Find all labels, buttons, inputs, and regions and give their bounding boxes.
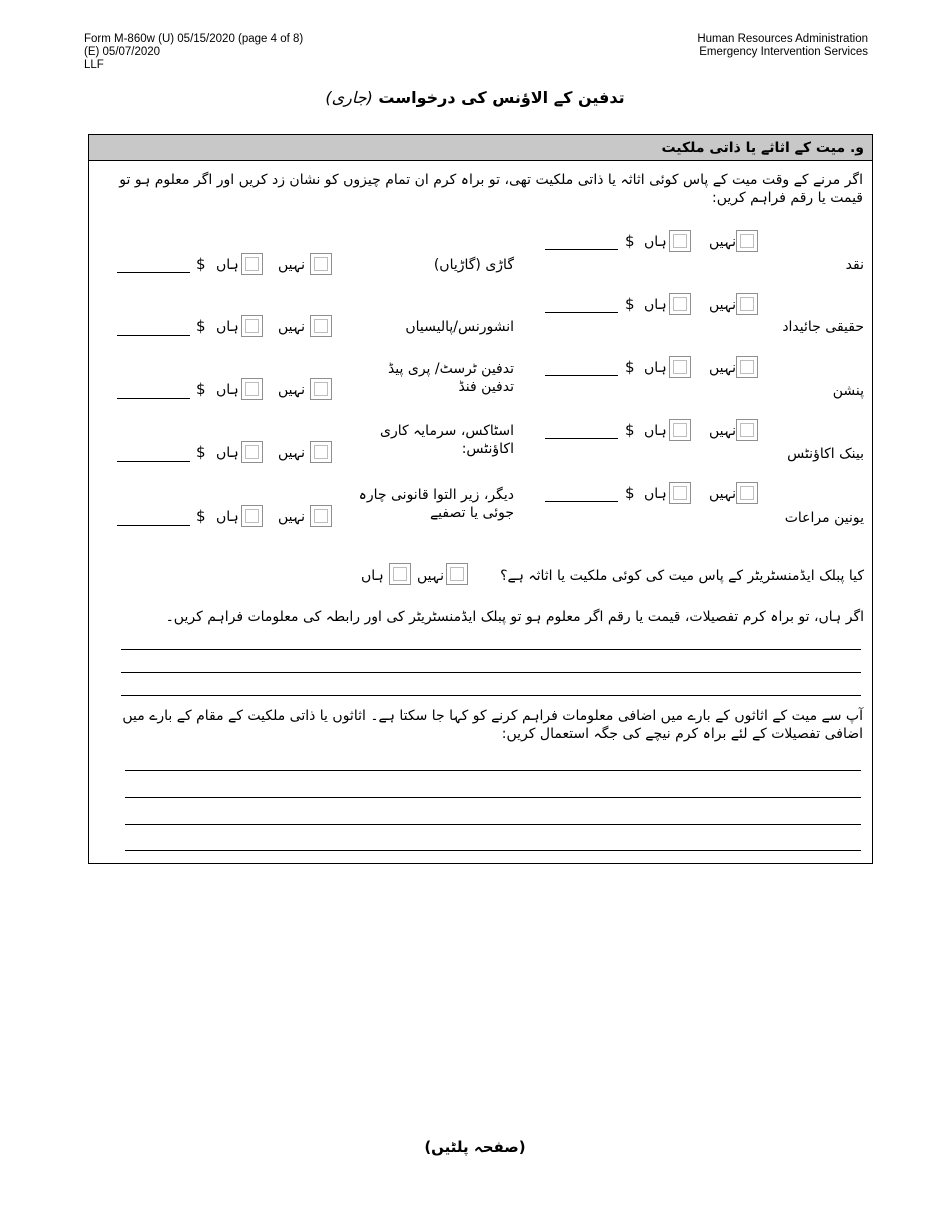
label-real-estate: حقیقی جائیداد <box>782 319 864 335</box>
real-estate-amount-line[interactable] <box>545 312 618 313</box>
public-admin-question: کیا پبلک ایڈمنسٹریٹر کے پاس میت کی کوئی ملکیت یا اثاثہ ہے؟ <box>500 568 864 584</box>
real-estate-dollar: $ <box>625 295 635 313</box>
union-benefits-no-checkbox[interactable] <box>736 482 758 504</box>
section-heading: و. میت کے اثاثے یا ذاتی ملکیت <box>89 135 872 161</box>
public-admin-no-label: نہیں <box>417 568 444 584</box>
title-main: تدفین کے الاؤنس کی درخواست <box>378 88 625 107</box>
turn-page-note: (صفحہ پلٹیں) <box>424 1138 526 1156</box>
insurance-dollar: $ <box>196 317 206 335</box>
pension-no-checkbox[interactable] <box>736 356 758 378</box>
additional-line-2[interactable] <box>125 797 861 798</box>
cash-yes-label: ہاں <box>644 234 667 250</box>
label-other-litigation: دیگر، زیر التوا قانونی چارہ جوئی یا تصفیے <box>358 487 514 521</box>
label-insurance: انشورنس/پالیسیاں <box>405 319 514 335</box>
public-admin-yes-checkbox[interactable] <box>389 563 411 585</box>
form-id-block <box>84 33 303 72</box>
union-benefits-yes-checkbox[interactable] <box>669 482 691 504</box>
pension-amount-line[interactable] <box>545 375 618 376</box>
pension-yes-checkbox[interactable] <box>669 356 691 378</box>
union-benefits-amount-line[interactable] <box>545 501 618 502</box>
public-admin-no-checkbox[interactable] <box>446 563 468 585</box>
form-date-line: (E) 05/07/2020 <box>84 46 161 58</box>
public-admin-details-prompt: اگر ہاں، تو براہ کرم تفصیلات، قیمت یا رقم اگر معلوم ہو تو پبلک ایڈمنسٹریٹر کی اور رابطہ کی معلومات فراہم کریں۔ <box>165 609 864 625</box>
cash-dollar: $ <box>625 232 635 250</box>
pension-no-label: نہیں <box>709 360 736 376</box>
cash-yes-checkbox[interactable] <box>669 230 691 252</box>
insurance-yes-checkbox[interactable] <box>241 315 263 337</box>
other-litigation-amount-line[interactable] <box>117 525 190 526</box>
stocks-yes-label: ہاں <box>216 445 239 461</box>
section-intro: اگر مرنے کے وقت میت کے پاس کوئی اثاثہ یا ذاتی ملکیت تھی، تو براہ کرم ان تمام چیزوں کو نشان زد کریں اور اگر معلوم ہو تو قیمت یا رقم فراہم کریں: <box>119 172 863 206</box>
stocks-amount-line[interactable] <box>117 461 190 462</box>
label-bank-accounts: بینک اکاؤنٹس <box>787 446 864 462</box>
bank-accounts-amount-line[interactable] <box>545 438 618 439</box>
vehicles-amount-line[interactable] <box>117 272 190 273</box>
stocks-no-label: نہیں <box>278 445 305 461</box>
agency-division: Emergency Intervention Services <box>699 46 868 58</box>
agency-block <box>697 33 868 59</box>
union-benefits-yes-label: ہاں <box>644 486 667 502</box>
vehicles-dollar: $ <box>196 255 206 273</box>
burial-trust-amount-line[interactable] <box>117 398 190 399</box>
label-burial-trust: تدفین ٹرسٹ/ پری پیڈ تدفین فنڈ <box>387 361 514 395</box>
pension-dollar: $ <box>625 358 635 376</box>
bank-accounts-no-checkbox[interactable] <box>736 419 758 441</box>
label-stocks: اسٹاکس، سرمایہ کاری اکاؤنٹس: <box>379 423 514 457</box>
label-cash: نقد <box>845 257 864 273</box>
title-continued: (جاری) <box>325 88 373 107</box>
cash-no-checkbox[interactable] <box>736 230 758 252</box>
page-title <box>0 88 950 107</box>
additional-info-prompt: آپ سے میت کے اثاثوں کے بارے میں اضافی معلومات فراہم کرنے کو کہا جا سکتا ہے۔ اثاثوں یا ذاتی ملکیت کے مقام کے بارے میں اضافی تفصیلات کے لئے براہ کرم نیچے کی جگہ استعمال کریں: <box>122 708 863 742</box>
other-litigation-no-checkbox[interactable] <box>310 505 332 527</box>
insurance-no-label: نہیں <box>278 319 305 335</box>
stocks-no-checkbox[interactable] <box>310 441 332 463</box>
burial-trust-yes-label: ہاں <box>216 382 239 398</box>
other-litigation-yes-checkbox[interactable] <box>241 505 263 527</box>
union-benefits-no-label: نہیں <box>709 486 736 502</box>
real-estate-yes-label: ہاں <box>644 297 667 313</box>
real-estate-yes-checkbox[interactable] <box>669 293 691 315</box>
stocks-yes-checkbox[interactable] <box>241 441 263 463</box>
stocks-dollar: $ <box>196 443 206 461</box>
pension-yes-label: ہاں <box>644 360 667 376</box>
cash-no-label: نہیں <box>709 234 736 250</box>
label-union-benefits: یونین مراعات <box>784 510 864 526</box>
real-estate-no-checkbox[interactable] <box>736 293 758 315</box>
union-benefits-dollar: $ <box>625 484 635 502</box>
vehicles-yes-checkbox[interactable] <box>241 253 263 275</box>
details-line-1[interactable] <box>121 649 861 650</box>
details-line-2[interactable] <box>121 672 861 673</box>
label-vehicles: گاڑی (گاڑیاں) <box>433 257 514 273</box>
other-litigation-yes-label: ہاں <box>216 509 239 525</box>
other-litigation-dollar: $ <box>196 507 206 525</box>
agency-name: Human Resources Administration <box>697 33 868 45</box>
burial-trust-no-label: نہیں <box>278 382 305 398</box>
details-line-3[interactable] <box>121 695 861 696</box>
assets-section <box>88 134 873 864</box>
bank-accounts-no-label: نہیں <box>709 423 736 439</box>
other-litigation-no-label: نہیں <box>278 509 305 525</box>
bank-accounts-yes-checkbox[interactable] <box>669 419 691 441</box>
form-id-line: Form M-860w (U) 05/15/2020 (page 4 of 8) <box>84 33 304 45</box>
burial-trust-dollar: $ <box>196 380 206 398</box>
vehicles-no-label: نہیں <box>278 257 305 273</box>
form-code-line: LLF <box>84 59 104 71</box>
additional-line-1[interactable] <box>125 770 861 771</box>
vehicles-no-checkbox[interactable] <box>310 253 332 275</box>
additional-line-4[interactable] <box>125 850 861 851</box>
public-admin-yes-label: ہاں <box>361 568 384 584</box>
label-pension: پنشن <box>832 383 864 399</box>
additional-line-3[interactable] <box>125 824 861 825</box>
vehicles-yes-label: ہاں <box>216 257 239 273</box>
bank-accounts-yes-label: ہاں <box>644 423 667 439</box>
bank-accounts-dollar: $ <box>625 421 635 439</box>
burial-trust-no-checkbox[interactable] <box>310 378 332 400</box>
insurance-no-checkbox[interactable] <box>310 315 332 337</box>
real-estate-no-label: نہیں <box>709 297 736 313</box>
burial-trust-yes-checkbox[interactable] <box>241 378 263 400</box>
insurance-yes-label: ہاں <box>216 319 239 335</box>
insurance-amount-line[interactable] <box>117 335 190 336</box>
cash-amount-line[interactable] <box>545 249 618 250</box>
